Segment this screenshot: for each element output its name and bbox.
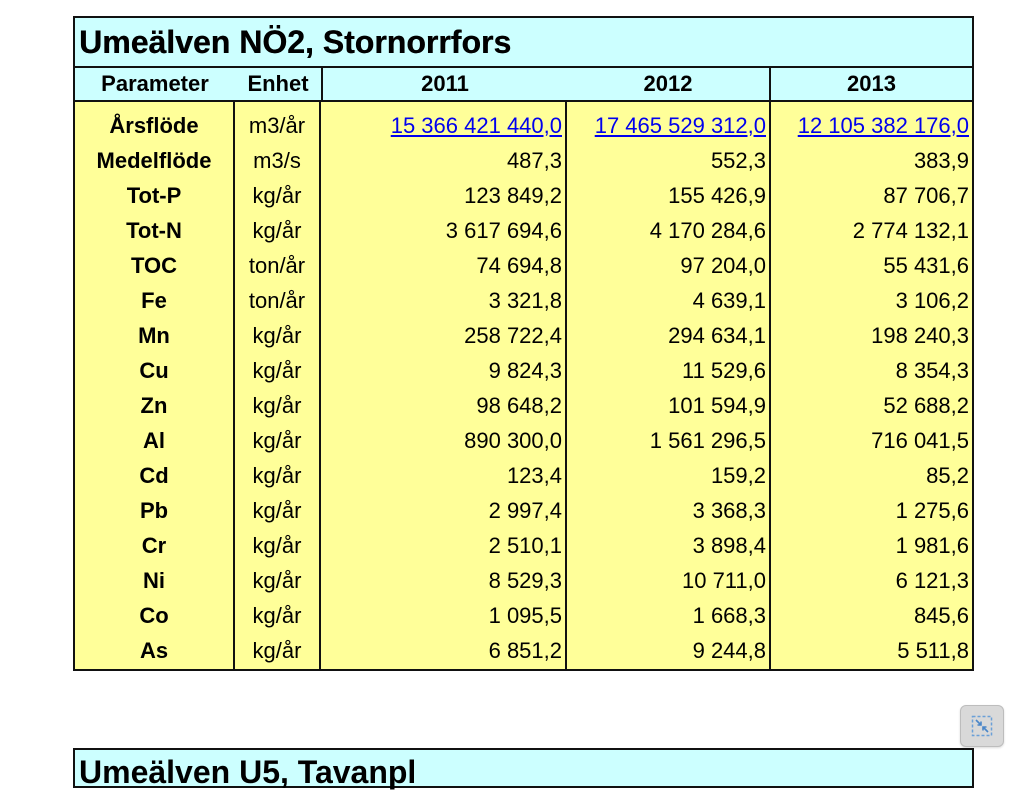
row-unit: ton/år	[235, 283, 321, 318]
row-value-2012-link[interactable]: 17 465 529 312,0	[594, 112, 766, 138]
row-value-2012: 97 204,0	[567, 248, 771, 283]
flow-data-table	[73, 16, 974, 671]
row-value-2011: 890 300,0	[321, 423, 567, 458]
row-value-2013: 3 106,2	[895, 287, 969, 313]
row-value-2013: 2 774 132,1	[852, 217, 969, 243]
row-parameter: Cu	[75, 353, 235, 388]
row-parameter: Cd	[75, 458, 235, 493]
row-unit: kg/år	[235, 599, 321, 634]
row-value-2012: 4 170 284,6	[567, 213, 771, 248]
table-row	[75, 143, 972, 178]
row-unit: kg/år	[235, 564, 321, 599]
row-parameter: Al	[75, 423, 235, 458]
row-unit: kg/år	[235, 353, 321, 388]
header-year-2013: 2013	[847, 71, 896, 96]
row-value-2013: 87 706,7	[883, 182, 969, 208]
row-value-2011: 1 095,5	[321, 599, 567, 634]
row-parameter: Mn	[75, 318, 235, 353]
row-value-2011: 98 648,2	[321, 388, 567, 423]
table-row	[75, 388, 972, 423]
row-value-2012: 10 711,0	[567, 564, 771, 599]
row-value-2013: 8 354,3	[895, 357, 969, 383]
row-unit: kg/år	[235, 458, 321, 493]
row-unit: kg/år	[235, 388, 321, 423]
table-row	[75, 599, 972, 634]
table-row	[75, 283, 972, 318]
row-value-2011: 487,3	[321, 143, 567, 178]
table-row	[75, 248, 972, 283]
row-parameter: Årsflöde	[75, 108, 235, 143]
row-value-2011: 8 529,3	[321, 564, 567, 599]
collapse-arrows-icon	[970, 714, 994, 738]
row-value-2011: 74 694,8	[321, 248, 567, 283]
row-value-2012: 101 594,9	[567, 388, 771, 423]
table-header-row	[75, 68, 972, 102]
table-row	[75, 458, 972, 493]
row-value-2013: 6 121,3	[895, 568, 969, 594]
row-value-2013: 716 041,5	[871, 427, 969, 453]
row-value-2012: 9 244,8	[567, 634, 771, 669]
row-value-2011: 258 722,4	[321, 318, 567, 353]
row-value-2013: 383,9	[913, 147, 969, 173]
row-value-2012: 155 426,9	[567, 178, 771, 213]
row-value-2013[interactable]	[771, 108, 972, 143]
row-parameter: Co	[75, 599, 235, 634]
collapse-button[interactable]	[960, 705, 1004, 747]
row-value-2012: 11 529,6	[567, 353, 771, 388]
row-unit: kg/år	[235, 318, 321, 353]
table-body	[75, 108, 972, 669]
row-unit: kg/år	[235, 634, 321, 669]
header-unit: Enhet	[247, 71, 309, 96]
row-value-2011: 6 851,2	[321, 634, 567, 669]
row-unit: m3/s	[235, 143, 321, 178]
row-unit: kg/år	[235, 529, 321, 564]
table-row	[75, 423, 972, 458]
table-row	[75, 494, 972, 529]
row-parameter: Tot-N	[75, 213, 235, 248]
row-unit: kg/år	[235, 213, 321, 248]
row-value-2011: 3 321,8	[321, 283, 567, 318]
row-value-2012: 552,3	[567, 143, 771, 178]
row-value-2012: 1 668,3	[567, 599, 771, 634]
row-value-2013: 55 431,6	[883, 252, 969, 278]
row-value-2012: 4 639,1	[567, 283, 771, 318]
row-value-2013: 1 981,6	[895, 533, 969, 559]
table-row	[75, 318, 972, 353]
row-parameter: Cr	[75, 529, 235, 564]
row-value-2012: 3 368,3	[567, 494, 771, 529]
row-parameter: Tot-P	[75, 178, 235, 213]
row-value-2013: 52 688,2	[883, 392, 969, 418]
table-row	[75, 529, 972, 564]
table-row	[75, 108, 972, 143]
row-value-2013-link[interactable]: 12 105 382 176,0	[797, 112, 969, 138]
row-value-2011: 3 617 694,6	[321, 213, 567, 248]
table-row	[75, 213, 972, 248]
row-parameter: As	[75, 634, 235, 669]
row-value-2013: 198 240,3	[871, 322, 969, 348]
row-parameter: TOC	[75, 248, 235, 283]
row-unit: m3/år	[235, 108, 321, 143]
row-value-2011: 9 824,3	[321, 353, 567, 388]
row-value-2013: 5 511,8	[897, 638, 969, 664]
header-year-2011: 2011	[321, 68, 567, 100]
table-title: Umeälven NÖ2, Stornorrfors	[75, 18, 972, 68]
row-parameter: Pb	[75, 494, 235, 529]
row-parameter: Medelflöde	[75, 143, 235, 178]
row-unit: kg/år	[235, 178, 321, 213]
table-row	[75, 564, 972, 599]
row-value-2013: 85,2	[926, 462, 969, 488]
row-unit: kg/år	[235, 423, 321, 458]
header-parameter: Parameter	[101, 71, 209, 96]
next-table	[73, 748, 974, 788]
row-value-2012[interactable]	[567, 108, 771, 143]
row-value-2011: 123 849,2	[321, 178, 567, 213]
row-value-2011: 123,4	[321, 458, 567, 493]
table-row	[75, 634, 972, 669]
row-value-2011: 2 510,1	[321, 529, 567, 564]
row-value-2013: 1 275,6	[895, 498, 969, 524]
row-unit: ton/år	[235, 248, 321, 283]
row-value-2012: 1 561 296,5	[567, 423, 771, 458]
row-unit: kg/år	[235, 494, 321, 529]
row-value-2012: 294 634,1	[567, 318, 771, 353]
row-value-2012: 3 898,4	[567, 529, 771, 564]
row-value-2013: 845,6	[913, 603, 969, 629]
row-value-2012: 159,2	[567, 458, 771, 493]
table-row	[75, 178, 972, 213]
next-table-title: Umeälven U5, Tavanpl	[79, 754, 417, 790]
row-parameter: Ni	[75, 564, 235, 599]
row-value-2011-link[interactable]: 15 366 421 440,0	[390, 112, 562, 138]
row-value-2011[interactable]	[321, 108, 567, 143]
table-row	[75, 353, 972, 388]
row-value-2011: 2 997,4	[321, 494, 567, 529]
header-year-2012: 2012	[567, 68, 771, 100]
row-parameter: Zn	[75, 388, 235, 423]
row-parameter: Fe	[75, 283, 235, 318]
